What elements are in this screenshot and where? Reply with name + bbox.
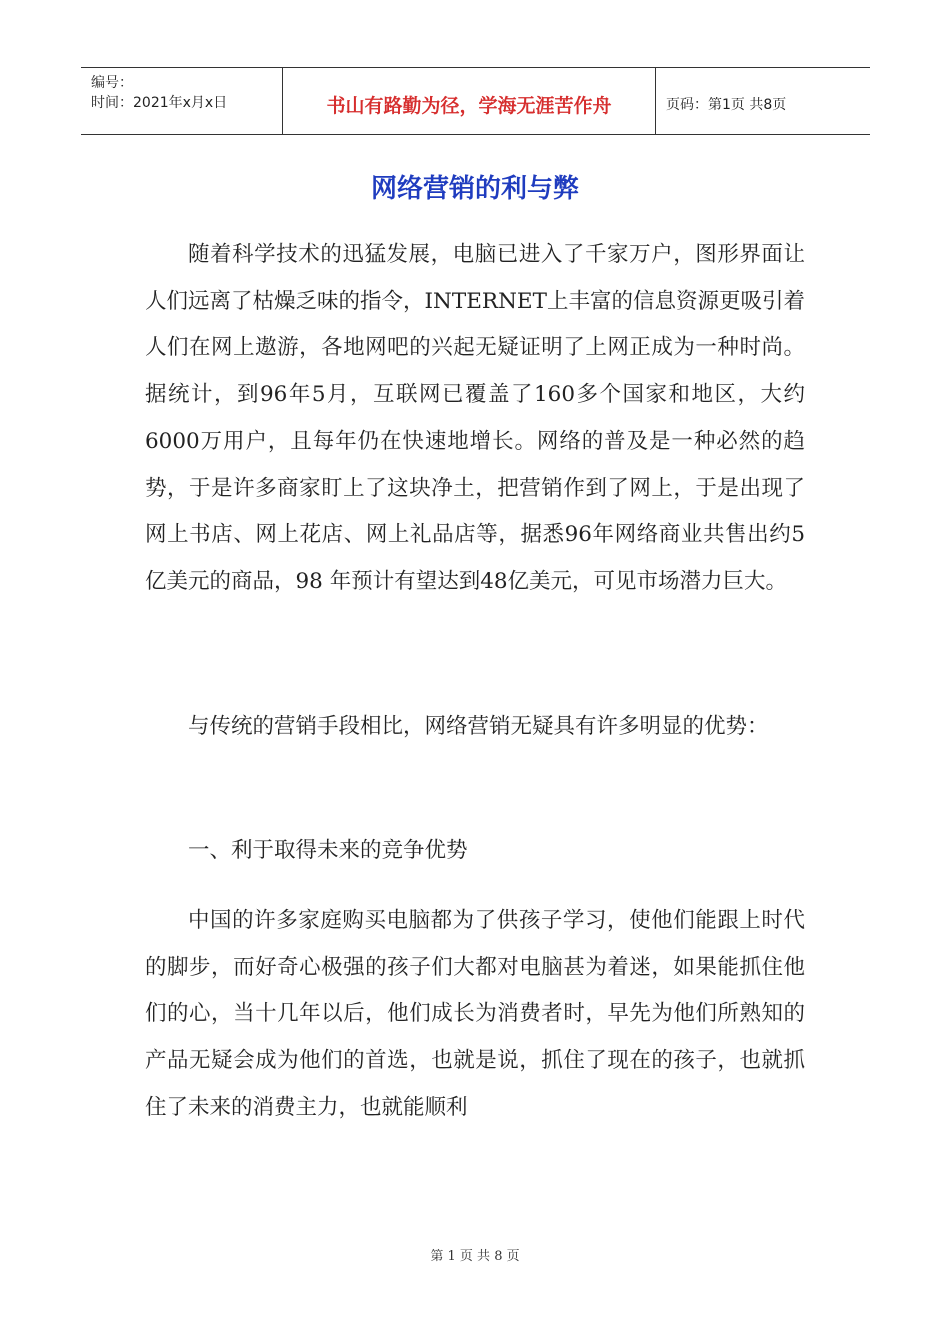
header-motto-cell (283, 68, 656, 134)
page-footer: 第 1 页 共 8 页 (430, 1249, 520, 1264)
number-label: 编号： (91, 75, 133, 91)
paragraph-2-block (145, 704, 805, 751)
paragraph-1-block (145, 232, 805, 606)
header-table (81, 67, 870, 135)
page-code: 页码：第1页 共8页 (666, 97, 787, 113)
time-label: 时间：2021年x月x日 (91, 95, 228, 111)
paragraph-3: 中国的许多家庭购买电脑都为了供孩子学习，使他们能跟上时代的脚步，而好奇心极强的孩子们大都对电脑甚为着迷，如果能抓住他们的心，当十几年以后，他们成长为消费者时，早先为他们所熟知的产品无疑会成为他们的首选，也就是说，抓住了现在的孩子，也就抓住了未来的消费主力，也就能顺利 (145, 908, 805, 1120)
section-heading: 一、利于取得未来的竞争优势 (188, 838, 468, 863)
header-info-cell (81, 68, 283, 134)
motto-text: 书山有路勤为径，学海无涯苦作舟 (326, 94, 612, 117)
document-title: 网络营销的利与弊 (370, 174, 579, 204)
header-page-cell (656, 68, 870, 134)
section-heading-block (145, 828, 805, 875)
paragraph-3-block (145, 898, 805, 1132)
paragraph-2: 与传统的营销手段相比，网络营销无疑具有许多明显的优势： (188, 714, 769, 739)
paragraph-1: 随着科学技术的迅猛发展，电脑已进入了千家万户，图形界面让人们远离了枯燥乏味的指令，INTERNET上丰富的信息资源更吸引着人们在网上遨游，各地网吧的兴起无疑证明了上网正成为一种时尚。据统计，到96年5月，互联网已覆盖了160多个国家和地区，大约6000万用户，且每年仍在快速地增长。网络的普及是一种必然的趋势，于是许多商家盯上了这块净土，把营销作到了网上，于是出现了网上书店、网上花店、网上礼品店等，据悉96年网络商业共售出约5亿美元的商品，98 年预计有望达到48亿美元，可见市场潜力巨大。 (145, 242, 805, 594)
